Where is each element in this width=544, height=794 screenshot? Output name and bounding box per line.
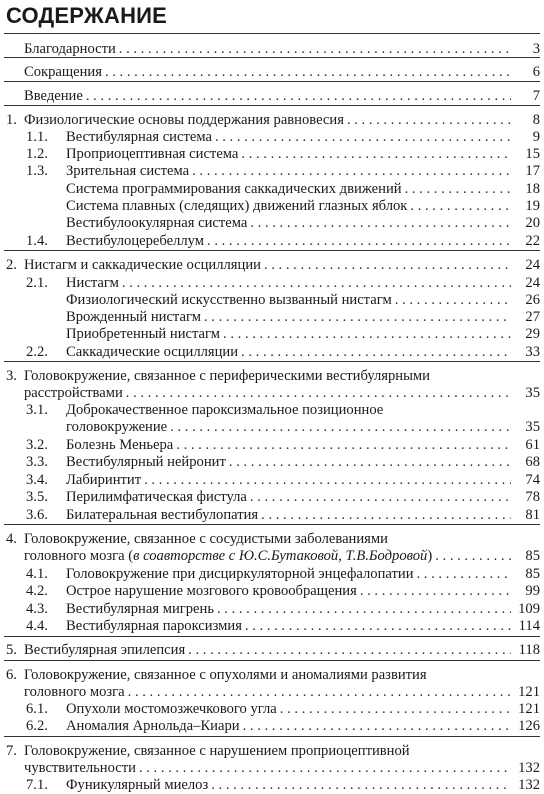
toc-entry-page-number: 35 bbox=[525, 419, 540, 435]
toc-entry[interactable] bbox=[6, 472, 540, 489]
dot-leader bbox=[144, 472, 511, 489]
toc-entry-page-number: 85 bbox=[525, 548, 540, 564]
toc-entry-title: Нистагм bbox=[66, 275, 119, 291]
toc-entry[interactable] bbox=[6, 344, 540, 361]
toc-entry-title: расстройствами bbox=[24, 385, 123, 401]
toc-entry-page-number: 27 bbox=[525, 309, 540, 325]
dot-leader bbox=[250, 215, 511, 232]
toc-entry-number: 6. bbox=[6, 667, 17, 683]
toc-entry[interactable] bbox=[6, 88, 540, 105]
toc-entry-title: Благодарности bbox=[24, 41, 116, 57]
toc-entry[interactable] bbox=[6, 292, 540, 309]
toc-entry[interactable] bbox=[6, 129, 540, 146]
toc-entry-title-line1: Головокружение, связанное с опухолями и аномалиями развития bbox=[24, 667, 427, 683]
toc-entry[interactable] bbox=[6, 777, 540, 794]
toc-entry-number: 2.1. bbox=[26, 275, 48, 291]
toc-entry-page-number: 7 bbox=[532, 88, 540, 104]
section-divider bbox=[4, 81, 540, 82]
section-divider bbox=[4, 105, 540, 106]
toc-entry-title: Вестибулярный нейронит bbox=[66, 454, 226, 470]
toc-entry-page-number: 33 bbox=[525, 344, 540, 360]
toc-entry[interactable] bbox=[6, 601, 540, 618]
toc-entry-title-line1: Головокружение, связанное с периферическими вестибулярными bbox=[24, 368, 430, 384]
toc-entry-title: Аномалия Арнольда–Киари bbox=[66, 718, 240, 734]
toc-entry-title: Болезнь Меньера bbox=[66, 437, 174, 453]
dot-leader bbox=[176, 437, 511, 454]
toc-entry[interactable] bbox=[6, 743, 540, 777]
toc-entry-number: 3. bbox=[6, 368, 17, 384]
toc-entry[interactable] bbox=[6, 701, 540, 718]
toc-entry-page-number: 24 bbox=[525, 275, 540, 291]
toc-entry-page-number: 3 bbox=[532, 41, 540, 57]
toc-entry-title: Вестибулярная эпилепсия bbox=[24, 642, 186, 658]
toc-entry[interactable] bbox=[6, 618, 540, 635]
section-divider bbox=[4, 524, 540, 525]
dot-leader bbox=[126, 385, 511, 402]
toc-entry-title: Перилимфатическая фистула bbox=[66, 489, 247, 505]
toc-entry-number: 5. bbox=[6, 642, 17, 658]
dot-leader bbox=[128, 684, 511, 701]
dot-leader bbox=[417, 566, 512, 583]
section-divider bbox=[4, 250, 540, 251]
toc-entry-title: Физиологический искусственно вызванный нистагм bbox=[66, 292, 392, 308]
dot-leader bbox=[215, 129, 511, 146]
toc-entry-title: головного мозга bbox=[24, 684, 125, 700]
toc-entry[interactable] bbox=[6, 198, 540, 215]
toc-entry[interactable] bbox=[6, 507, 540, 524]
toc-entry-page-number: 24 bbox=[525, 257, 540, 273]
toc-entry[interactable] bbox=[6, 257, 540, 274]
toc-entry-number: 2.2. bbox=[26, 344, 48, 360]
toc-entry-page-number: 17 bbox=[525, 163, 540, 179]
toc-entry-number: 3.1. bbox=[26, 402, 48, 418]
toc-entry[interactable] bbox=[6, 368, 540, 402]
toc-entry-title: головного мозга (в соавторстве с Ю.С.Бутаковой, Т.В.Бодровой) bbox=[24, 548, 433, 564]
dot-leader bbox=[360, 583, 511, 600]
toc-entry-number: 4.3. bbox=[26, 601, 48, 617]
toc-entry-number: 2. bbox=[6, 257, 17, 273]
toc-entry-page-number: 19 bbox=[525, 198, 540, 214]
toc-entry-title-line1: Головокружение, связанное с сосудистыми заболеваниями bbox=[24, 531, 388, 547]
dot-leader bbox=[139, 760, 511, 777]
toc-entry-page-number: 121 bbox=[518, 701, 540, 717]
dot-leader bbox=[105, 64, 511, 81]
toc-entry-number: 3.6. bbox=[26, 507, 48, 523]
toc-entry[interactable] bbox=[6, 489, 540, 506]
dot-leader bbox=[245, 618, 511, 635]
toc-entry[interactable] bbox=[6, 326, 540, 343]
toc-entry[interactable] bbox=[6, 531, 540, 565]
toc-entry-title: Проприоцептивная система bbox=[66, 146, 239, 162]
toc-entry-page-number: 29 bbox=[525, 326, 540, 342]
section-divider bbox=[4, 636, 540, 637]
toc-entry-page-number: 85 bbox=[525, 566, 540, 582]
toc-entry[interactable] bbox=[6, 642, 540, 659]
toc-entry[interactable] bbox=[6, 437, 540, 454]
toc-entry-title: Сокращения bbox=[24, 64, 102, 80]
toc-entry-coauthors: в соавторстве с Ю.С.Бутаковой, Т.В.Бодровой bbox=[133, 548, 428, 564]
toc-entry-page-number: 26 bbox=[525, 292, 540, 308]
toc-entry-title: Нистагм и саккадические осцилляции bbox=[24, 257, 261, 273]
toc-entry[interactable] bbox=[6, 402, 540, 436]
toc-entry-number: 3.2. bbox=[26, 437, 48, 453]
toc-entry-title: чувствительности bbox=[24, 760, 136, 776]
toc-entry-number: 3.3. bbox=[26, 454, 48, 470]
toc-entry-page-number: 132 bbox=[518, 760, 540, 776]
dot-leader bbox=[223, 326, 511, 343]
toc-entry[interactable] bbox=[6, 41, 540, 58]
toc-entry-page-number: 18 bbox=[525, 181, 540, 197]
dot-leader bbox=[395, 292, 511, 309]
dot-leader bbox=[207, 233, 511, 250]
toc-entry-page-number: 78 bbox=[525, 489, 540, 505]
toc-entry-title: Введение bbox=[24, 88, 83, 104]
dot-leader bbox=[241, 146, 511, 163]
toc-entry[interactable] bbox=[6, 667, 540, 701]
dot-leader bbox=[211, 777, 511, 794]
toc-entry-number: 4.2. bbox=[26, 583, 48, 599]
toc-entry-page-number: 81 bbox=[525, 507, 540, 523]
toc-entry-page-number: 109 bbox=[518, 601, 540, 617]
toc-entry-number: 7. bbox=[6, 743, 17, 759]
toc-entry-number: 1.2. bbox=[26, 146, 48, 162]
toc-entry-page-number: 8 bbox=[532, 112, 540, 128]
section-divider bbox=[4, 736, 540, 737]
toc-entry-number: 1. bbox=[6, 112, 17, 128]
dot-leader bbox=[188, 642, 511, 659]
section-divider bbox=[4, 660, 540, 661]
toc-entry-title: Лабиринтит bbox=[66, 472, 142, 488]
toc-entry[interactable] bbox=[6, 181, 540, 198]
toc-entry-page-number: 22 bbox=[525, 233, 540, 249]
toc-entry-title: Врожденный нистагм bbox=[66, 309, 201, 325]
toc-entry-page-number: 118 bbox=[518, 642, 540, 658]
toc-entry[interactable] bbox=[6, 583, 540, 600]
dot-leader bbox=[280, 701, 511, 718]
toc-entry-number: 3.5. bbox=[26, 489, 48, 505]
toc-entry-number: 7.1. bbox=[26, 777, 48, 793]
toc-entry-title: Зрительная система bbox=[66, 163, 190, 179]
toc-entry-title: Острое нарушение мозгового кровообращения bbox=[66, 583, 357, 599]
toc-entry-title: Вестибулярная система bbox=[66, 129, 212, 145]
toc-entry-title: Вестибулярная пароксизмия bbox=[66, 618, 242, 634]
toc-entry-page-number: 114 bbox=[518, 618, 540, 634]
dot-leader bbox=[119, 41, 511, 58]
dot-leader bbox=[250, 489, 511, 506]
toc-entry[interactable] bbox=[6, 275, 540, 292]
toc-entry-title: Приобретенный нистагм bbox=[66, 326, 221, 342]
toc-entry-page-number: 6 bbox=[532, 64, 540, 80]
toc-entry[interactable] bbox=[6, 215, 540, 232]
toc-entry-page-number: 132 bbox=[518, 777, 540, 793]
dot-leader bbox=[435, 548, 511, 565]
toc-entry-page-number: 126 bbox=[518, 718, 540, 734]
toc-entry-title-line1: Доброкачественное пароксизмальное позиционное bbox=[66, 402, 384, 418]
dot-leader bbox=[86, 88, 511, 105]
dot-leader bbox=[204, 309, 511, 326]
toc-entry[interactable] bbox=[6, 233, 540, 250]
toc-entry-page-number: 74 bbox=[525, 472, 540, 488]
dot-leader bbox=[261, 507, 511, 524]
dot-leader bbox=[347, 112, 511, 129]
toc-entry-title: Система плавных (следящих) движений глазных яблок bbox=[66, 198, 408, 214]
dot-leader bbox=[217, 601, 511, 618]
toc-entry-title: головокружение bbox=[66, 419, 168, 435]
toc-entry[interactable] bbox=[6, 454, 540, 471]
toc-entry[interactable] bbox=[6, 309, 540, 326]
section-divider bbox=[4, 361, 540, 362]
toc-entry[interactable] bbox=[6, 64, 540, 81]
toc-entry-title: Фуникулярный миелоз bbox=[66, 777, 209, 793]
toc-entry[interactable] bbox=[6, 718, 540, 735]
toc-entry-page-number: 68 bbox=[525, 454, 540, 470]
dot-leader bbox=[122, 275, 511, 292]
toc-entry[interactable] bbox=[6, 112, 540, 129]
toc-entry-title: Опухоли мостомозжечкового угла bbox=[66, 701, 277, 717]
toc-entry-title: Вестибулярная мигрень bbox=[66, 601, 214, 617]
section-divider bbox=[4, 33, 540, 34]
toc-entry-page-number: 99 bbox=[525, 583, 540, 599]
toc-entry-number: 4.1. bbox=[26, 566, 48, 582]
toc-entry-number: 1.3. bbox=[26, 163, 48, 179]
toc-entry-number: 4.4. bbox=[26, 618, 48, 634]
dot-leader bbox=[170, 419, 511, 436]
dot-leader bbox=[264, 257, 511, 274]
dot-leader bbox=[229, 454, 511, 471]
toc-entry-title: Вестибулоцеребеллум bbox=[66, 233, 205, 249]
toc-entry-page-number: 121 bbox=[518, 684, 540, 700]
toc-entry-number: 4. bbox=[6, 531, 17, 547]
toc-entry-title-line1: Головокружение, связанное с нарушением проприоцептивной bbox=[24, 743, 410, 759]
toc-entry-number: 6.2. bbox=[26, 718, 48, 734]
toc-entry-page-number: 61 bbox=[525, 437, 540, 453]
toc-entry[interactable] bbox=[6, 566, 540, 583]
toc-entry-page-number: 20 bbox=[525, 215, 540, 231]
dot-leader bbox=[405, 181, 511, 198]
dot-leader bbox=[410, 198, 511, 215]
toc-entry[interactable] bbox=[6, 163, 540, 180]
page-title: СОДЕРЖАНИЕ bbox=[6, 3, 168, 28]
toc-entry-number: 1.4. bbox=[26, 233, 48, 249]
toc-entry-title: Физиологические основы поддержания равновесия bbox=[24, 112, 344, 128]
dot-leader bbox=[192, 163, 511, 180]
toc-entry-number: 1.1. bbox=[26, 129, 48, 145]
toc-entry-title: Система программирования саккадических движений bbox=[66, 181, 402, 197]
toc-entry-title: Головокружение при дисциркуляторной энцефалопатии bbox=[66, 566, 414, 582]
toc-entry[interactable] bbox=[6, 146, 540, 163]
toc-entry-page-number: 15 bbox=[525, 146, 540, 162]
toc-entry-title: Вестибулоокулярная система bbox=[66, 215, 248, 231]
dot-leader bbox=[243, 718, 511, 735]
dot-leader bbox=[241, 344, 511, 361]
toc-entry-title: Саккадические осцилляции bbox=[66, 344, 239, 360]
toc-entry-page-number: 35 bbox=[525, 385, 540, 401]
toc-entry-page-number: 9 bbox=[532, 129, 540, 145]
toc-entry-number: 6.1. bbox=[26, 701, 48, 717]
toc-entry-number: 3.4. bbox=[26, 472, 48, 488]
toc-entry-title: Билатеральная вестибулопатия bbox=[66, 507, 259, 523]
